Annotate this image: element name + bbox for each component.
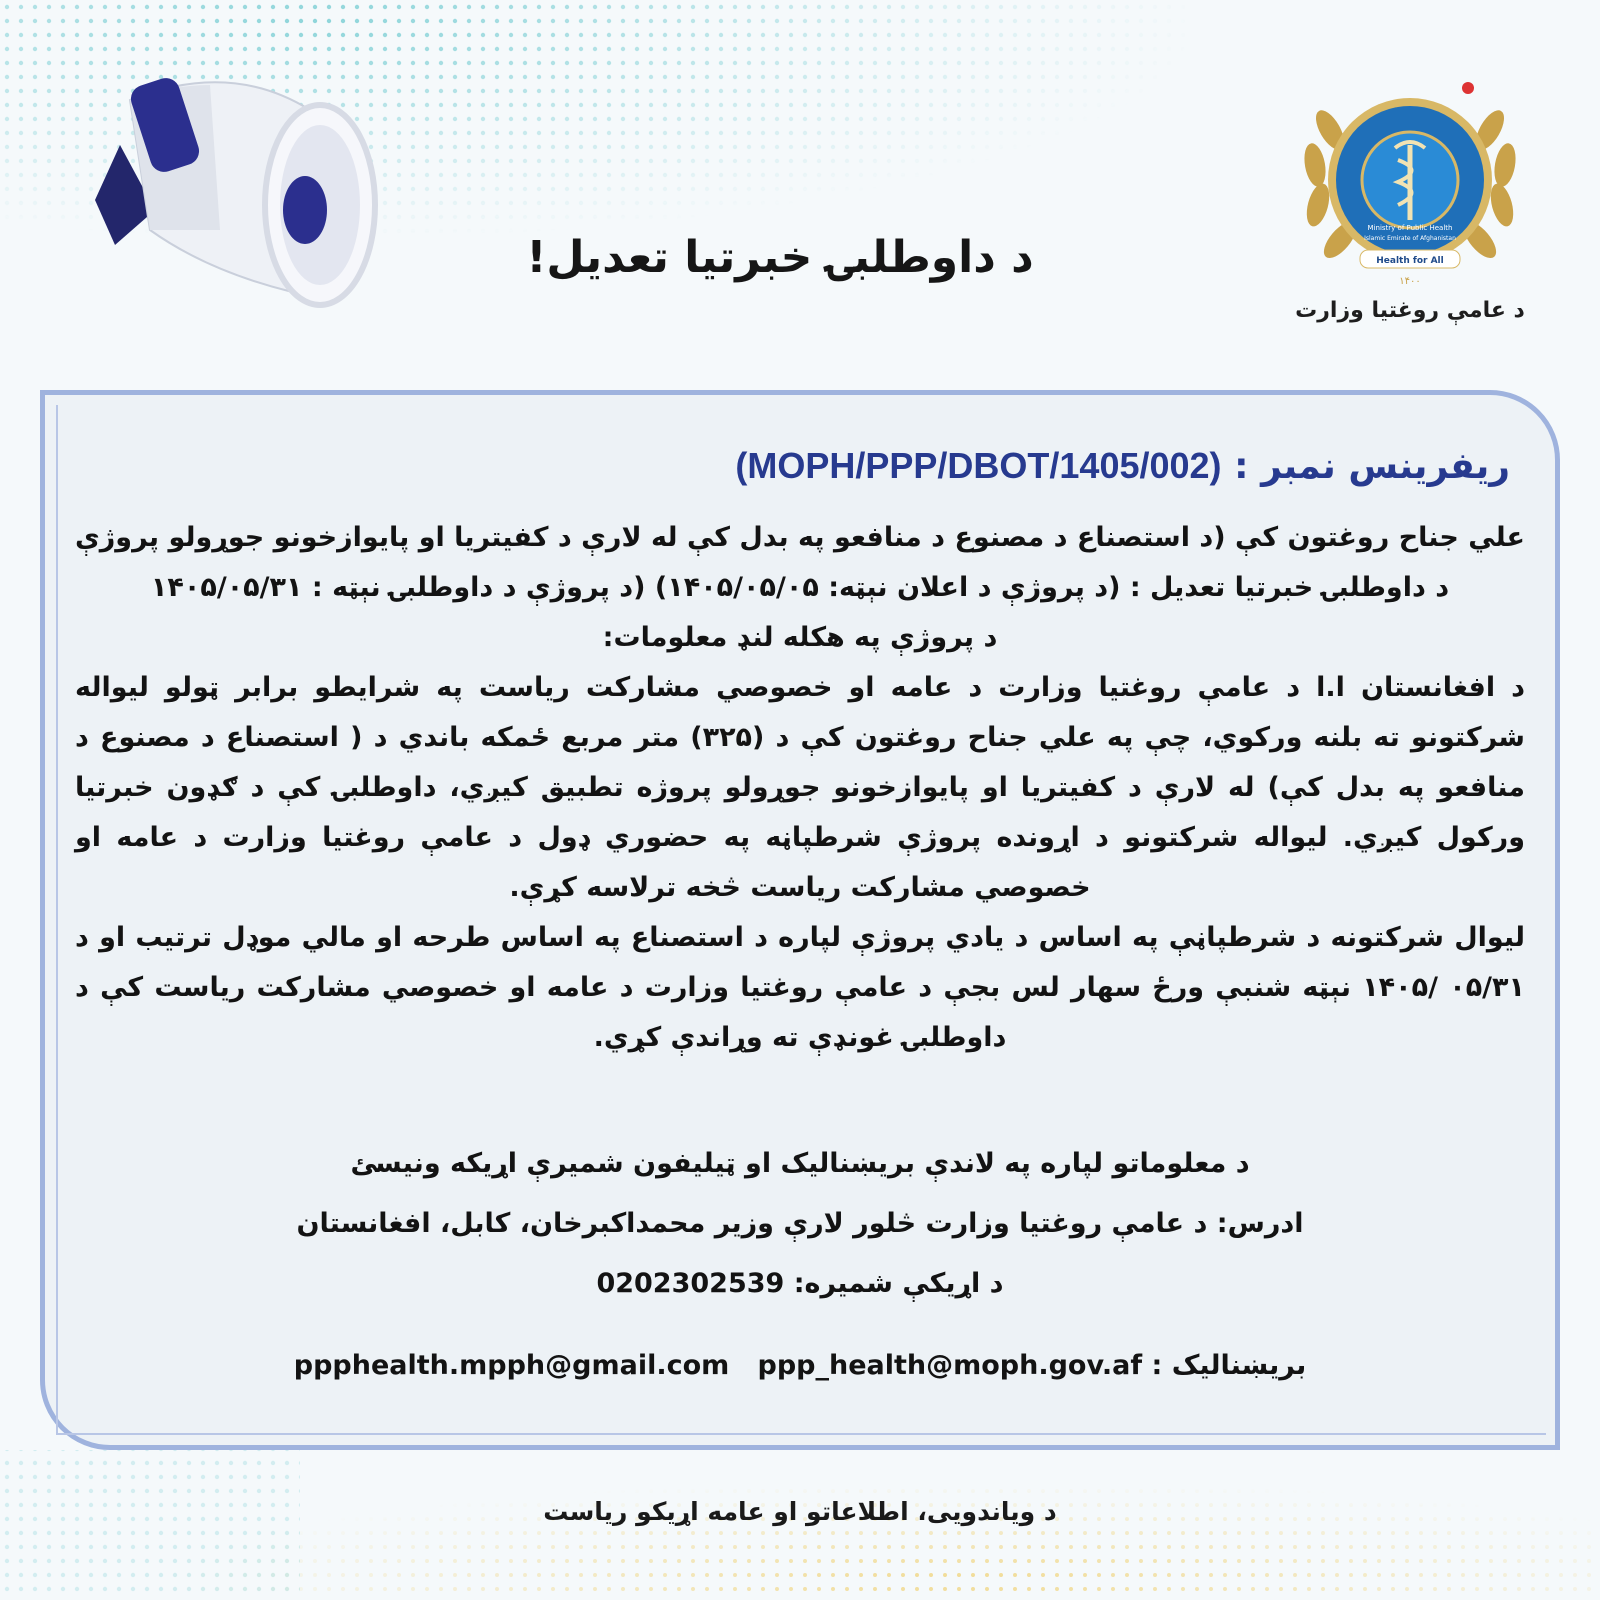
megaphone-icon [60, 40, 390, 330]
paragraph-1: د افغانستان ا.ا د عامې روغتیا وزارت د عامه او خصوصي مشارکت ریاست په شرایطو برابر ټولو لیواله شرکتونو ته بلنه ورکوي، چې په علي جناح روغتون کې د (۳۲۵) متر مربع ځمکه باندي د ( استصناع د مصنوع د منافعو په بدل کې) له لارې د کفیتریا او پایوازخونو جوړولو پروژه تطبیق کیږي، داوطلبۍ کې د ګډون خبرتیا ورکول کیږي. لیواله شرکتونو د اړونده پروژې شرطپاڼه په حضوري ډول د عامې روغتیا وزارت د عامه او خصوصي مشارکت ریاست څخه ترلاسه کړې. [75, 672, 1525, 903]
email-link-1[interactable]: ppp_health@moph.gov.af [757, 1350, 1143, 1381]
email-label: بریښنالیک : [1151, 1350, 1307, 1381]
emblem-text-1: Ministry of Public Health [1367, 224, 1453, 232]
email-link-2[interactable]: ppphealth.mpph@gmail.com [293, 1350, 730, 1381]
ministry-name: د عامې روغتیا وزارت [1295, 298, 1525, 323]
contact-intro: د معلوماتو لپاره په لاندې بریښنالیک او ټیلیفون شمیرې اړیکه ونیسئ [350, 1148, 1250, 1179]
reference-separator: : [1234, 446, 1249, 487]
ministry-emblem-icon [1290, 70, 1530, 295]
phone-number[interactable]: 0202302539 [596, 1268, 785, 1299]
phone-label: د اړیکې شمیره: [793, 1268, 1004, 1299]
emblem-text-2: Islamic Emirate of Afghanistan [1364, 235, 1456, 242]
contact-address: ادرس: د عامې روغتیا وزارت څلور لارې وزیر محمداکبرخان، کابل، افغانستان [296, 1208, 1304, 1239]
reference-code: (MOPH/PPP/DBOT/1405/002) [735, 445, 1222, 486]
intro-paragraph: علي جناح روغتون کې (د استصناع د مصنوع د منافعو په بدل کې له لارې د کفیتریا او پایوازخونو جوړولو پروژې د داوطلبۍ خبرتیا تعدیل : (د پروژې د اعلان نېټه: ۱۴۰۵/۰۵/۰۵) (د پروژې د داوطلبۍ نېټه : ۱۴۰۵/۰۵/۳۱ [75, 522, 1525, 603]
contact-phone-line [75, 1268, 1525, 1299]
paragraph-2: لیوال شرکتونه د شرطپاڼې په اساس د یادي پروژې لپاره د استصناع په اساس طرحه او مالي موډل ترتیب او د ۰۵/۳۱ /۱۴۰۵ نېټه شنبې ورځ سهار لس بجې د عامې روغتیا وزارت د عامه او خصوصي مشارکت ریاست کې د داوطلبۍ غونډې ته وړاندې کړي. [75, 922, 1525, 1053]
reference-label: ریفرینس نمبر [1261, 446, 1510, 487]
reference-number [735, 445, 1510, 487]
contact-email-line [75, 1350, 1525, 1381]
announcement-body [75, 513, 1525, 1063]
emblem-motto: Health for All [1376, 256, 1444, 266]
page-title: د داوطلبۍ خبرتیا تعدیل! [526, 232, 1034, 283]
footer-department: د ویاندویی، اطلاعاتو او عامه اړیکو ریاست [543, 1497, 1057, 1526]
brief-heading: د پروژې په هکله لنډ معلومات: [602, 622, 998, 653]
emblem-year: ۱۴۰۰ [1399, 276, 1421, 287]
